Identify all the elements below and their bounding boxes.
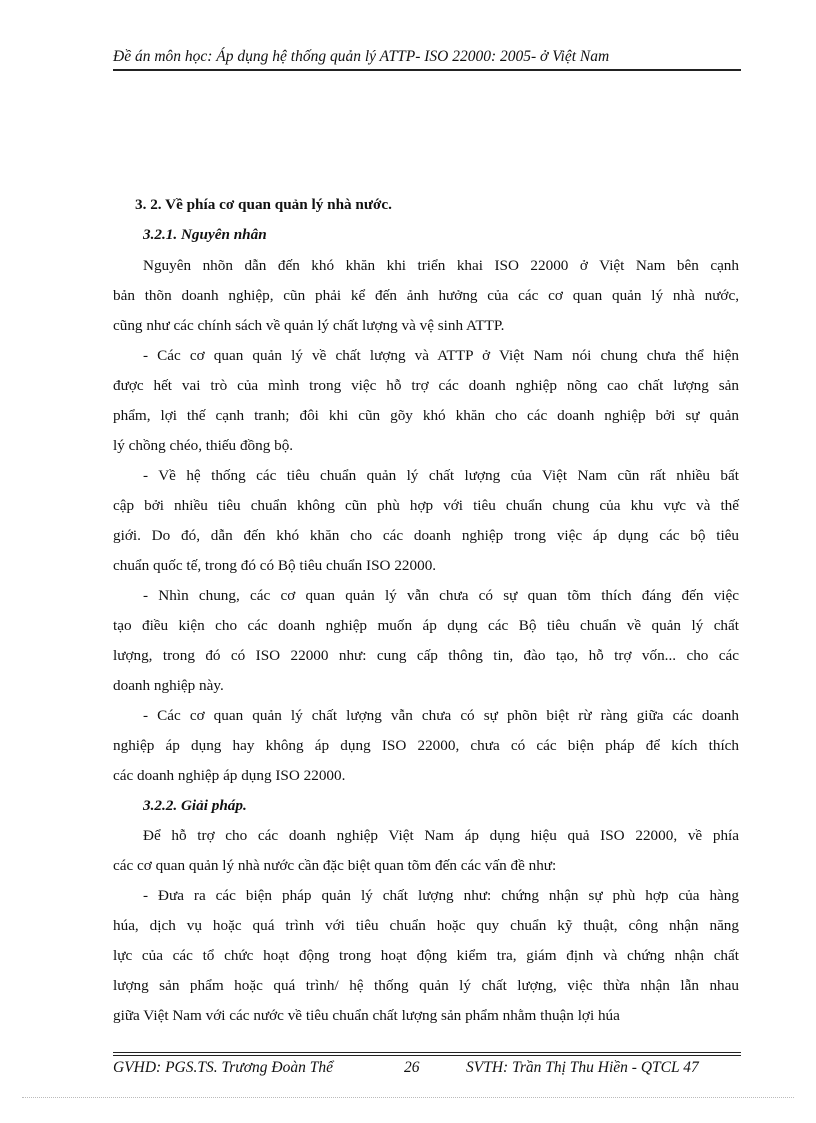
body-line: Nguyên nhõn dẫn đến khó khăn khi triển khai ISO 22000 ở Việt Nam bên cạnh xyxy=(143,257,739,274)
body-line: bản thõn doanh nghiệp, cũn phải kể đến ảnh hưởng của các cơ quan quản lý nhà nước, xyxy=(113,287,739,304)
body-line: - Các cơ quan quản lý về chất lượng và ATTP ở Việt Nam nói chung chưa thể hiện xyxy=(143,347,739,364)
body-line: - Về hệ thống các tiêu chuẩn quản lý chất lượng của Việt Nam cũn rất nhiều bất xyxy=(143,467,739,484)
section-heading: 3. 2. Về phía cơ quan quản lý nhà nước. xyxy=(135,196,392,213)
header-divider xyxy=(113,69,741,71)
subsection-heading-causes: 3.2.1. Nguyên nhân xyxy=(143,226,267,243)
body-line: tạo điều kiện cho các doanh nghiệp muốn áp dụng các Bộ tiêu chuẩn về quản lý chất xyxy=(113,617,739,634)
body-line: Để hỗ trợ cho các doanh nghiệp Việt Nam áp dụng hiệu quả ISO 22000, về phía xyxy=(143,827,739,844)
body-line: nghiệp áp dụng hay không áp dụng ISO 22000, chưa có các biện pháp để kích thích xyxy=(113,737,739,754)
body-line: cập bởi nhiều tiêu chuẩn không cũn phù hợp với tiêu chuẩn chung của khu vực và thế xyxy=(113,497,739,514)
body-line: lý chồng chéo, thiếu đồng bộ. xyxy=(113,437,294,454)
page-number: 26 xyxy=(404,1059,420,1076)
body-line: giới. Do đó, dẫn đến khó khăn cho các doanh nghiệp trong việc áp dụng các bộ tiêu xyxy=(113,527,739,544)
footer-student: SVTH: Trần Thị Thu Hiền - QTCL 47 xyxy=(466,1059,699,1076)
body-line: phẩm, lợi thế cạnh tranh; đôi khi cũn gõy khó khăn cho các doanh nghiệp bởi sự quản xyxy=(113,407,739,424)
page-header-title: Đề án môn học: Áp dụng hệ thống quản lý ATTP- ISO 22000: 2005- ở Việt Nam xyxy=(113,48,610,65)
body-line: lượng sản phẩm hoặc quá trình/ hệ thống quản lý chất lượng, việc thừa nhận lẫn nhau xyxy=(113,977,739,994)
body-line: - Các cơ quan quản lý chất lượng vẫn chưa có sự phõn biệt rừ ràng giữa các doanh xyxy=(143,707,739,724)
body-line: chuẩn quốc tế, trong đó có Bộ tiêu chuẩn ISO 22000. xyxy=(113,557,437,574)
body-line: doanh nghiệp này. xyxy=(113,677,224,694)
body-line: - Đưa ra các biện pháp quản lý chất lượng như: chứng nhận sự phù hợp của hàng xyxy=(143,887,739,904)
body-line: giữa Việt Nam với các nước về tiêu chuẩn chất lượng sản phẩm nhằm thuận lợi húa xyxy=(113,1007,620,1024)
page-edge xyxy=(22,1097,794,1098)
footer-divider xyxy=(113,1052,741,1053)
body-line: lực của các tổ chức hoạt động trong hoạt động kiểm tra, giám định và chứng nhận chất xyxy=(113,947,739,964)
body-line: được hết vai trò của mình trong việc hỗ trợ các doanh nghiệp nõng cao chất lượng sản xyxy=(113,377,739,394)
body-line: - Nhìn chung, các cơ quan quản lý vẫn chưa có sự quan tõm thích đáng đến việc xyxy=(143,587,739,604)
body-line: các doanh nghiệp áp dụng ISO 22000. xyxy=(113,767,346,784)
body-line: húa, dịch vụ hoặc quá trình với tiêu chuẩn hoặc quy chuẩn kỹ thuật, công nhận năng xyxy=(113,917,739,934)
footer-divider xyxy=(113,1055,741,1056)
subsection-heading-solutions: 3.2.2. Giải pháp. xyxy=(143,797,247,814)
body-line: các cơ quan quản lý nhà nước cần đặc biệt quan tõm đến các vấn đề như: xyxy=(113,857,557,874)
footer-supervisor: GVHD: PGS.TS. Trương Đoàn Thể xyxy=(113,1059,333,1076)
body-line: lượng, trong đó có ISO 22000 như: cung cấp thông tin, đào tạo, hỗ trợ vốn... cho các xyxy=(113,647,739,664)
body-line: cũng như các chính sách về quản lý chất lượng và vệ sinh ATTP. xyxy=(113,317,505,334)
